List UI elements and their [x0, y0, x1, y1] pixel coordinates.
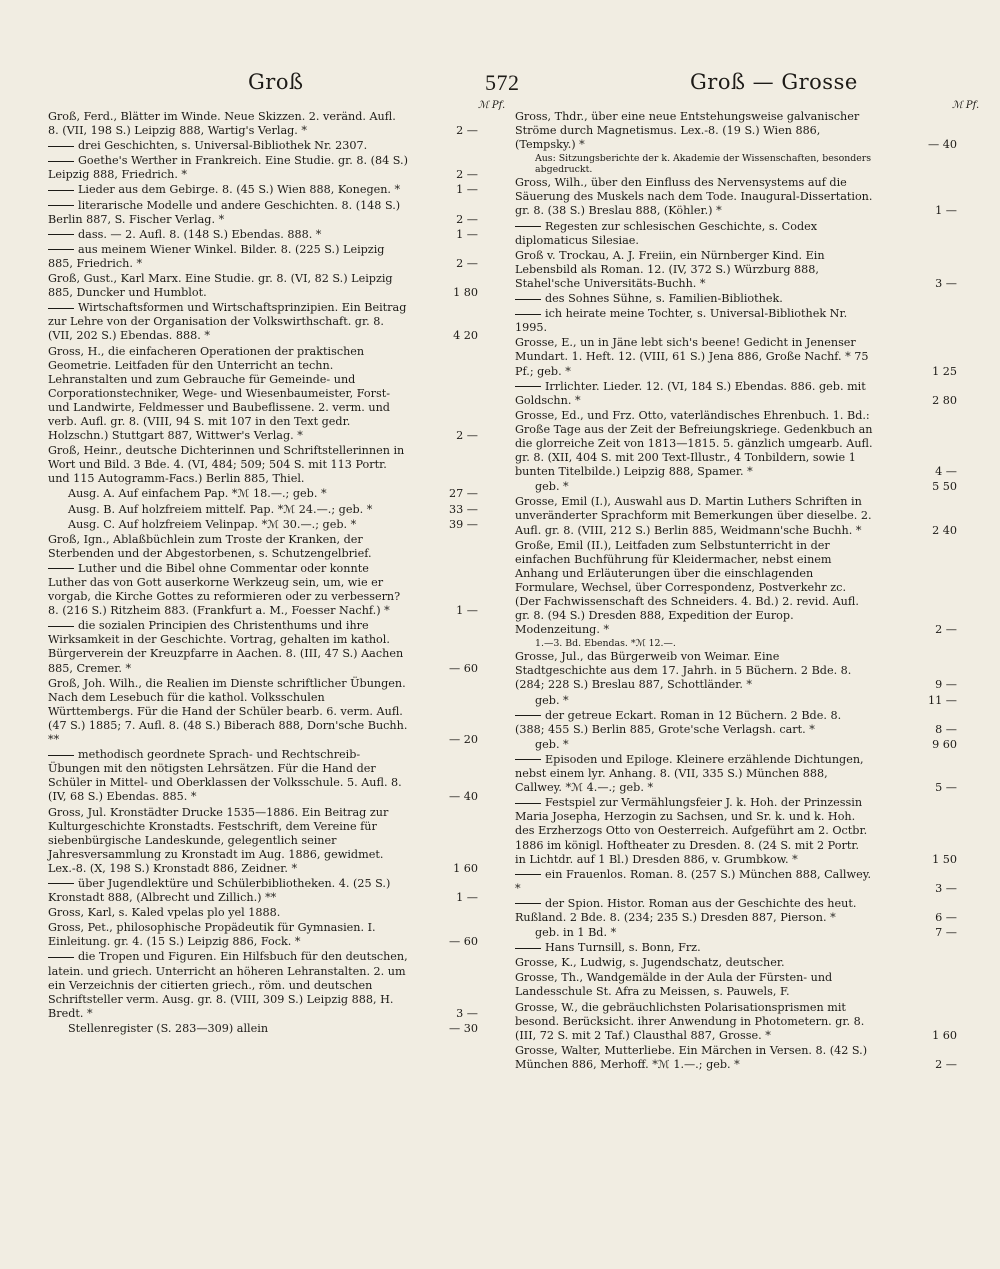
catalog-entry [515, 650, 957, 692]
catalog-entry [48, 272, 478, 300]
catalog-entry [48, 950, 478, 1020]
catalog-entry [48, 877, 478, 905]
entry-text: Große, Emil (II.), Leitfaden zum Selbstunterricht in der einfachen Buchführung für Kleidermacher, nebst einem Anhang und Erläuterungen über die einschlagenden Formulare, Wechsel, über Correspondenz, Postverkehr zc. (Der Fachwissenschaft des Schneiders. 4. Bd.) 2. revid. Aufl. gr. 8. (94 S.) Dresden 888, Expedition der Europ. Modenzeitung. * [515, 538, 859, 637]
entry-text: Wirtschaftsformen und Wirtschaftsprinzipien. Ein Beitrag zur Lehre von der Organisation der Volkswirthschaft. gr. 8. (VII, 202 S.) Ebendas. 888. * [48, 301, 407, 343]
entry-text: die sozialen Principien des Christenthums und ihre Wirksamkeit in der Geschichte. Vortrag, gehalten im kathol. Bürgerverein der Kreuzpfarre in Aachen. 8. (III, 47 S.) Aachen 885, Cremer. * [48, 619, 404, 675]
catalog-entry [48, 518, 478, 532]
entry-text: Gross, Wilh., über den Einfluss des Nervensystems auf die Säuerung des Muskels nach dem Tode. Inaugural-Dissertation. gr. 8. (38 S.) Breslau 888, (Köhler.) * [515, 176, 873, 218]
entry-price: 1 60 [453, 861, 478, 875]
entry-price: 1 50 [932, 852, 957, 866]
entry-text: Groß, Gust., Karl Marx. Eine Studie. gr. 8. (VI, 82 S.) Leipzig 885, Duncker und Humblot. [48, 272, 393, 300]
catalog-entry [515, 926, 957, 940]
catalog-entry [48, 183, 478, 197]
currency-header-right: ℳ Pf. [952, 100, 980, 111]
catalog-entry [48, 748, 478, 804]
entry-price: 1 25 [932, 364, 957, 378]
entry-price: 27 — [449, 487, 478, 501]
entry-price: 9 60 [932, 737, 957, 751]
entry-price: 1 — [456, 227, 478, 241]
entry-text: der Spion. Histor. Roman aus der Geschichte des heut. Rußland. 2 Bde. 8. (234; 235 S.) Dresden 887, Pierson. * [515, 896, 857, 924]
catalog-entry [515, 896, 957, 925]
entry-price: 9 — [935, 678, 957, 692]
catalog-entry [515, 248, 957, 291]
entry-text: Grosse, W., die gebräuchlichsten Polarisationsprismen mit besond. Berücksicht. ihrer Anwendung in Photometern. gr. 8. (III, 72 S. mit 2 Taf.) Clausthal 887, Grosse. * [515, 1000, 865, 1042]
entry-price: 1 — [935, 204, 957, 218]
ditto-dash [48, 190, 74, 191]
entry-price: — 60 [449, 935, 478, 949]
catalog-entry [515, 176, 957, 218]
entry-text: dass. — 2. Aufl. 8. (148 S.) Ebendas. 888. * [78, 227, 322, 241]
ditto-dash [48, 755, 74, 756]
entry-price: 39 — [449, 517, 478, 531]
catalog-entry [515, 971, 943, 999]
entry-text: des Sohnes Sühne, s. Familien-Bibliothek. [545, 292, 783, 306]
entry-text: geb. in 1 Bd. * [535, 926, 617, 940]
left-column [48, 110, 478, 1037]
entry-price: 2 — [456, 168, 478, 182]
ditto-dash [48, 308, 74, 309]
entry-text: Gross, Karl, s. Kaled vpelas plo yel 1888. [48, 906, 281, 920]
catalog-entry [515, 292, 943, 306]
entry-price: 2 — [456, 212, 478, 226]
catalog-entry [48, 487, 478, 501]
entry-price: 2 — [935, 1057, 957, 1071]
ditto-dash [48, 161, 74, 162]
entry-text: Festspiel zur Vermählungsfeier J. k. Hoh. der Prinzessin Maria Josepha, Herzogin zu Sachsen, und Sr. k. und k. Hoh. des Erzherzogs Otto von Oesterreich. Aufgeführt am 2. Octbr. 1886 im königl. Hoftheater zu Dresden. 8. (24 S. mit 2 Portr. in Lichtdr. auf 1 Bl.) Dresden 886, v. Grumbkow. * [515, 796, 868, 866]
entry-price: 3 — [935, 276, 957, 290]
entry-price: 2 40 [932, 523, 957, 537]
entry-text: geb. * [535, 480, 569, 494]
entry-price: 1 80 [453, 286, 478, 300]
catalog-entry [515, 638, 943, 649]
ditto-dash [515, 803, 541, 804]
entry-price: 6 — [935, 910, 957, 924]
catalog-entry [515, 956, 943, 970]
entry-text: ein Frauenlos. Roman. 8. (257 S.) München 888, Callwey. * [515, 867, 872, 895]
catalog-entry [515, 1043, 957, 1072]
ditto-dash [515, 299, 541, 300]
catalog-entry [48, 345, 478, 444]
entry-text: Hans Turnsill, s. Bonn, Frz. [545, 941, 701, 955]
ditto-dash [48, 146, 74, 147]
catalog-entry [515, 693, 957, 708]
entry-price: 2 — [935, 623, 957, 637]
ditto-dash [48, 568, 74, 569]
entry-text: Grosse, Th., Wandgemälde in der Aula der Fürsten- und Landesschule St. Afra zu Meissen, s. Pauwels, F. [515, 971, 833, 999]
ditto-dash [48, 234, 74, 235]
entry-text: Grosse, K., Ludwig, s. Jugendschatz, deutscher. [515, 956, 785, 970]
entry-text: Grosse, Jul., das Bürgerweib von Weimar. Eine Stadtgeschichte aus dem 17. Jahrh. in 5 Büchern. 2 Bde. 8. (284; 228 S.) Breslau 887, Schottländer. * [515, 650, 852, 692]
catalog-entry [515, 495, 957, 537]
entry-price: 2 — [456, 429, 478, 443]
catalog-entry [48, 503, 478, 517]
ditto-dash [515, 903, 541, 904]
entry-text: Ausg. B. Auf holzfreiem mittelf. Pap. *ℳ 24.—.; geb. * [68, 502, 373, 516]
ditto-dash [48, 957, 74, 958]
ditto-dash [515, 948, 541, 949]
catalog-entry [48, 228, 478, 242]
entry-text: Ausg. C. Auf holzfreiem Velinpap. *ℳ 30.—.; geb. * [68, 517, 357, 531]
entry-text: methodisch geordnete Sprach- und Rechtschreib-Übungen mit den nötigsten Lehrsätzen. Für die Hand der Schüler in Mittel- und Oberklassen der Volksschule. 5. Aufl. 8. (IV, 68 S.) Ebendas. 885. * [48, 748, 402, 804]
ditto-dash [515, 386, 541, 387]
catalog-entry [48, 199, 478, 227]
catalog-entry [515, 941, 943, 955]
entry-text: der getreue Eckart. Roman in 12 Büchern. 2 Bde. 8. (388; 455 S.) Berlin 885, Grote'sche Verlagsh. cart. * [515, 708, 842, 736]
entry-price: 2 80 [932, 393, 957, 407]
entry-text: literarische Modelle und andere Geschichten. 8. (148 S.) Berlin 887, S. Fischer Verlag. * [48, 198, 401, 226]
catalog-entry [48, 677, 478, 747]
entry-price: 7 — [935, 926, 957, 940]
catalog-entry [48, 806, 478, 876]
entry-price: 3 — [456, 1006, 478, 1020]
entry-price: 5 — [935, 781, 957, 795]
entry-text: Groß, Heinr., deutsche Dichterinnen und Schriftstellerinnen in Wort und Bild. 3 Bde. 4. (VI, 484; 509; 504 S. mit 113 Portr. und 115 Autogramm-Facs.) Berlin 885, Thiel. [48, 444, 405, 486]
entry-price: — 40 [449, 790, 478, 804]
entry-price: 8 — [935, 722, 957, 736]
entry-price: 3 — [935, 881, 957, 895]
entry-text: Lieder aus dem Gebirge. 8. (45 S.) Wien 888, Konegen. * [78, 183, 401, 197]
catalog-entry [48, 301, 478, 343]
entry-price: — 20 [449, 733, 478, 747]
entry-text: geb. * [535, 737, 569, 751]
catalog-entry [48, 562, 478, 618]
entry-price: 2 — [456, 256, 478, 270]
ditto-dash [48, 205, 74, 206]
page-number: 572 [485, 70, 520, 95]
entry-text: drei Geschichten, s. Universal-Bibliothek Nr. 2307. [78, 139, 368, 153]
catalog-entry [515, 110, 957, 152]
catalog-entry [515, 752, 957, 795]
header-left-keyword: Groß [248, 70, 304, 94]
catalog-entry [515, 379, 957, 408]
entry-price: 1 — [456, 891, 478, 905]
entry-text: Gross, H., die einfacheren Operationen der praktischen Geometrie. Leitfaden für den Unterricht an techn. Lehranstalten und zum Gebrauche für Gemeinde- und Corporationstechniker, Wege- und Wiesenbaumeister, Forst- und Landwirte, Feldmesser und Baubeflissene. 2. verm. und verb. Aufl. gr. 8. (VIII, 94 S. mit 107 in den Text gedr. Holzschn.) Stuttgart 887, Wittwer's Verlag. * [48, 344, 391, 443]
entry-text: Groß, Joh. Wilh., die Realien im Dienste schriftlicher Übungen. Nach dem Lesebuch für die kathol. Volksschulen Württembergs. Für die Hand der Schüler bearb. 6. verm. Aufl. (47 S.) 1885; 7. Aufl. 8. (48 S.) Biberach 888, Dorn'sche Buchh. ** [48, 676, 408, 747]
catalog-entry [515, 408, 957, 479]
entry-text: die Tropen und Figuren. Ein Hilfsbuch für den deutschen, latein. und griech. Unterricht an höheren Lehranstalten. 2. um ein Verzeichnis der citierten griech., röm. und deutschen Schriftsteller verm. Ausg. gr. 8. (VIII, 309 S.) Leipzig 888, H. Bredt. * [48, 950, 408, 1020]
catalog-entry [48, 906, 478, 920]
catalog-entry [48, 154, 478, 182]
entry-text: Irrlichter. Lieder. 12. (VI, 184 S.) Ebendas. 886. geb. mit Goldschn. * [515, 379, 866, 407]
catalog-entry [515, 153, 943, 175]
entry-text: Gross, Jul. Kronstädter Drucke 1535—1886. Ein Beitrag zur Kulturgeschichte Kronstadts. Festschrift, dem Vereine für siebenbürgische Landeskunde, gelegentlich seiner Jahresversammlung zu Kronstadt im Aug. 1886, gewidmet. Lex.-8. (X, 198 S.) Kronstadt 886, Zeidner. * [48, 805, 389, 875]
entry-text: Stellenregister (S. 283—309) allein [68, 1021, 269, 1035]
entry-price: 2 — [456, 124, 478, 138]
entry-price: 11 — [928, 693, 957, 707]
currency-header-left: ℳ Pf. [478, 100, 506, 111]
entry-text: Episoden und Epiloge. Kleinere erzählende Dichtungen, nebst einem lyr. Anhang. 8. (VII, 335 S.) München 888, Callwey. *ℳ 4.—.; geb. * [515, 752, 864, 795]
catalog-entry [48, 243, 478, 271]
catalog-entry [515, 867, 957, 896]
entry-text: 1.—3. Bd. Ebendas. *ℳ 12.—. [535, 638, 676, 650]
ditto-dash [515, 759, 541, 760]
right-column [515, 110, 957, 1073]
catalog-entry [515, 708, 957, 737]
ditto-dash [48, 883, 74, 884]
catalog-entry [515, 796, 957, 866]
catalog-entry [515, 480, 957, 494]
catalog-entry [515, 307, 943, 335]
entry-text: aus meinem Wiener Winkel. Bilder. 8. (225 S.) Leipzig 885, Friedrich. * [48, 242, 385, 270]
entry-price: 4 — [935, 465, 957, 479]
catalog-entry [515, 336, 957, 378]
entry-price: 1 — [456, 604, 478, 618]
entry-price: 1 — [456, 183, 478, 197]
entry-text: Grosse, Emil (I.), Auswahl aus D. Martin Luthers Schriften in unveränderter Sprachform mit Bemerkungen über dieselbe. 2. Aufl. gr. 8. (VIII, 212 S.) Berlin 885, Weidmann'sche Buchh. * [515, 495, 872, 537]
catalog-entry [48, 533, 478, 561]
catalog-entry [48, 1022, 478, 1036]
catalog-entry [515, 1000, 957, 1043]
entry-price: — 60 [449, 661, 478, 675]
catalog-entry [48, 921, 478, 949]
ditto-dash [515, 226, 541, 227]
entry-text: über Jugendlektüre und Schülerbibliotheken. 4. (25 S.) Kronstadt 888, (Albrecht und Zillich.) ** [48, 876, 391, 905]
entry-price: 4 20 [453, 329, 478, 343]
catalog-entry [515, 737, 957, 752]
entry-text: ich heirate meine Tochter, s. Universal-Bibliothek Nr. 1995. [515, 307, 848, 335]
entry-text: Luther und die Bibel ohne Commentar oder konnte Luther das von Gott auserkorne Werkzeug sein, um, wie er vorgab, die Kirche Gottes zu reformieren oder zu verbessern? 8. (216 S.) Ritzheim 883. (Frankfurt a. M., Foesser Nachf.) * [48, 561, 401, 618]
ditto-dash [48, 626, 74, 627]
entry-price: — 30 [449, 1021, 478, 1035]
entry-price: 1 60 [932, 1028, 957, 1042]
entry-text: Groß, Ign., Ablaßbüchlein zum Troste der Kranken, der Sterbenden und der Abgestorbenen, s. Schutzengelbrief. [48, 532, 372, 560]
entry-text: Gross, Pet., philosophische Propädeutik für Gymnasien. I. Einleitung. gr. 4. (15 S.) Leipzig 886, Fock. * [48, 921, 376, 949]
entry-text: Grosse, E., un in Jäne lebt sich's beene! Gedicht in Jenenser Mundart. 1. Heft. 12. (VIII, 61 S.) Jena 886, Große Nachf. * 75 Pf.; geb. * [515, 336, 869, 378]
entry-text: Regesten zur schlesischen Geschichte, s. Codex diplomaticus Silesiae. [515, 219, 818, 247]
entry-text: Aus: Sitzungsberichte der k. Akademie der Wissenschaften, besonders abgedruckt. [535, 153, 872, 176]
entry-price: — 40 [928, 138, 957, 152]
entry-price: 33 — [449, 502, 478, 516]
entry-text: Groß, Ferd., Blätter im Winde. Neue Skizzen. 2. veränd. Aufl. 8. (VII, 198 S.) Leipzig 888, Wartig's Verlag. * [48, 110, 396, 138]
ditto-dash [48, 249, 74, 250]
entry-text: geb. * [535, 693, 569, 707]
catalog-entry [48, 139, 478, 153]
entry-text: Grosse, Walter, Mutterliebe. Ein Märchen in Versen. 8. (42 S.) München 886, Merhoff. *ℳ 1.—.; geb. * [515, 1043, 868, 1071]
header-right-keyword: Groß — Grosse [690, 70, 858, 94]
catalog-entry [48, 444, 478, 486]
entry-price: 5 50 [932, 480, 957, 494]
catalog-entry [515, 538, 957, 638]
catalog-entry [48, 619, 478, 675]
entry-text: Groß v. Trockau, A. J. Freiin, ein Nürnberger Kind. Ein Lebensbild als Roman. 12. (IV, 372 S.) Würzburg 888, Stahel'sche Universitäts-Buchh. * [515, 248, 825, 290]
ditto-dash [515, 314, 541, 315]
ditto-dash [515, 715, 541, 716]
entry-text: Ausg. A. Auf einfachem Pap. *ℳ 18.—.; geb. * [68, 487, 327, 501]
entry-text: Grosse, Ed., und Frz. Otto, vaterländisches Ehrenbuch. 1. Bd.: Große Tage aus der Zeit der Befreiungskriege. Gedenkbuch an die glorreiche Zeit von 1813—1815. 5. gänzlich umgearb. Aufl. gr. 8. (XII, 404 S. mit 200 Text-Illustr., 4 Tonbildern, sowie 1 bunten Titelbilde.) Leipzig 888, Spamer. * [515, 408, 873, 479]
entry-text: Gross, Thdr., über eine neue Entstehungsweise galvanischer Ströme durch Magnetismus. Lex.-8. (19 S.) Wien 886, (Tempsky.) * [515, 110, 860, 152]
entry-text: Goethe's Werther in Frankreich. Eine Studie. gr. 8. (84 S.) Leipzig 888, Friedrich. * [48, 154, 408, 182]
catalog-entry [515, 220, 943, 248]
ditto-dash [515, 874, 541, 875]
catalog-entry [48, 110, 478, 138]
